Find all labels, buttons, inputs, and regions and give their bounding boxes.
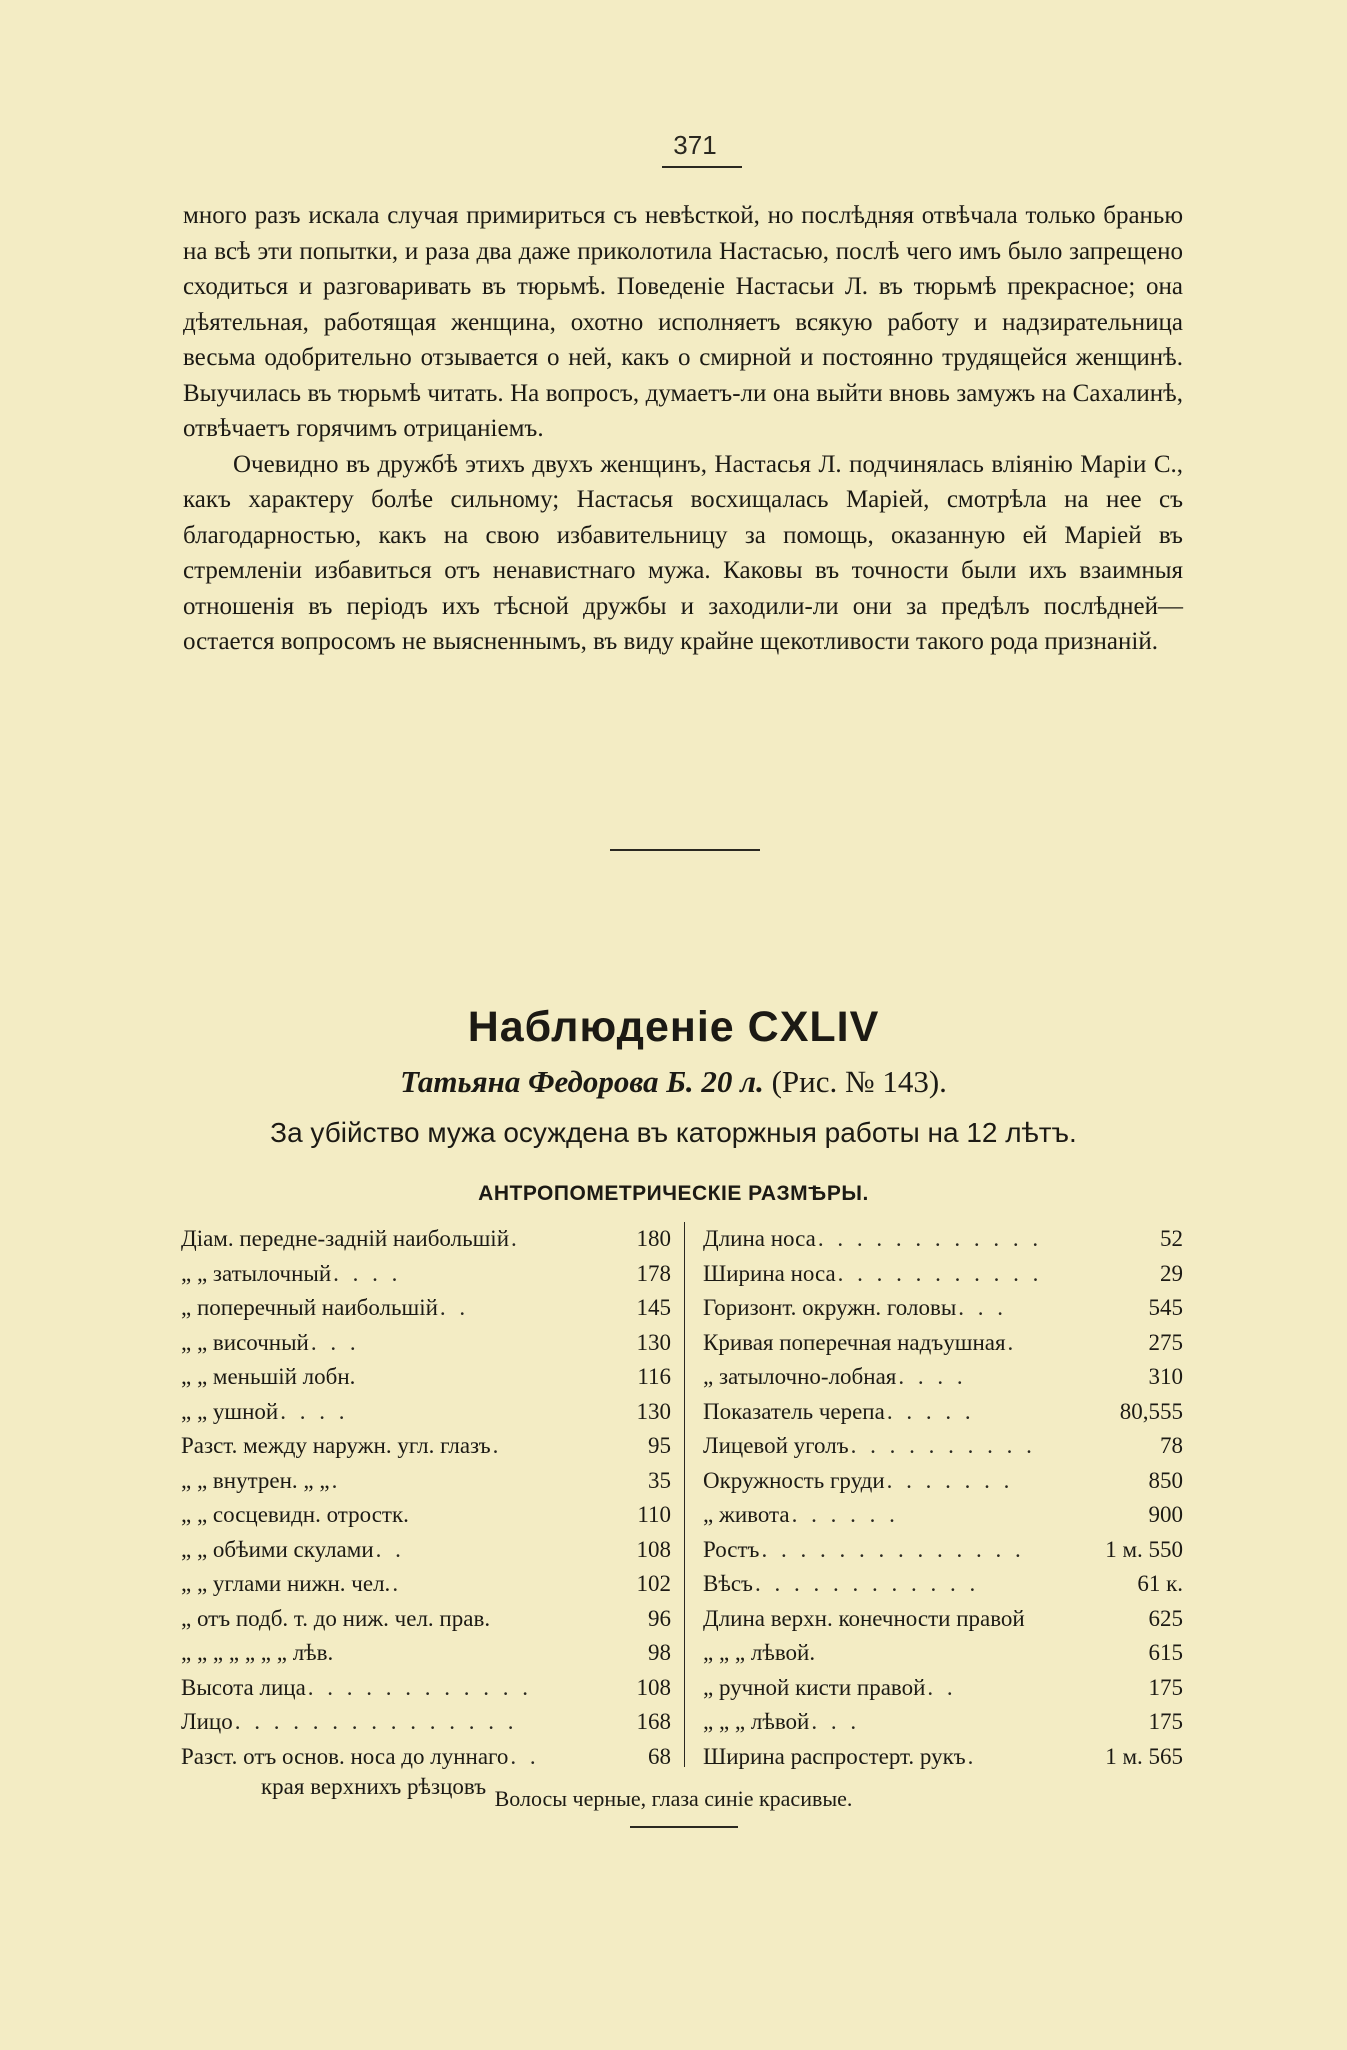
leader-dots: . . . . . . . . . . . . . . bbox=[761, 1536, 1025, 1562]
leader-dots: . . . . . . bbox=[791, 1502, 899, 1527]
measurement-value: 175 bbox=[1148, 1709, 1183, 1734]
sentence-line: За убійство мужа осуждена въ каторжныя работы на 12 лѣтъ. bbox=[270, 1117, 1077, 1148]
measurement-row bbox=[703, 1326, 1183, 1361]
leader-dots: . . . . . . . . . . . . . . . bbox=[234, 1709, 518, 1734]
measurement-label: Разст. между наружн. угл. глазъ bbox=[181, 1433, 491, 1458]
measurement-value: 68 bbox=[648, 1743, 671, 1769]
measurement-label: Длина носа bbox=[703, 1226, 816, 1251]
measurement-row bbox=[181, 1257, 671, 1292]
measurement-label: Показатель черепа bbox=[703, 1398, 885, 1424]
measurement-value: 168 bbox=[636, 1709, 671, 1734]
measurement-row bbox=[703, 1498, 1183, 1533]
measurement-label: „ отъ подб. т. до ниж. чел. прав. bbox=[181, 1605, 491, 1631]
measurement-value: 95 bbox=[648, 1433, 671, 1458]
measurement-row bbox=[181, 1395, 671, 1430]
footer-divider bbox=[630, 1826, 738, 1828]
left-measurements-column bbox=[181, 1222, 671, 1802]
page-number-underline bbox=[662, 166, 742, 168]
measurement-row bbox=[181, 1464, 671, 1499]
measurement-value: 625 bbox=[1148, 1605, 1183, 1631]
measurement-value: 145 bbox=[636, 1295, 671, 1320]
measurement-value: 52 bbox=[1160, 1226, 1183, 1251]
leader-dots: . bbox=[1007, 1329, 1018, 1355]
measurement-label: „ „ углами нижн. чел. bbox=[181, 1571, 391, 1596]
measurement-row bbox=[703, 1291, 1183, 1326]
measurement-label: Лицо bbox=[181, 1709, 233, 1734]
leader-dots: . . bbox=[375, 1536, 405, 1562]
measurement-label: „ „ „ лѣвой. bbox=[703, 1640, 816, 1665]
measurement-row bbox=[703, 1602, 1183, 1637]
measurement-label-line: края верхнихъ рѣзцовъ bbox=[261, 1773, 487, 1799]
measurement-label: „ „ обѣими скулами bbox=[181, 1536, 374, 1562]
measurement-row bbox=[181, 1636, 671, 1671]
leader-dots: . . . . . bbox=[886, 1398, 975, 1424]
prose-text bbox=[183, 198, 1183, 660]
leader-dots: . . . . . . . . . . . . bbox=[817, 1226, 1043, 1251]
subject-name: Татьяна Федорова Б. 20 л. bbox=[400, 1064, 764, 1099]
leader-dots: . . . bbox=[811, 1709, 861, 1734]
measurement-value: 275 bbox=[1148, 1329, 1183, 1355]
leader-dots: . . . . . . . . . . bbox=[850, 1433, 1036, 1458]
measurement-row bbox=[703, 1429, 1183, 1464]
measurement-label: Лицевой уголъ bbox=[703, 1433, 849, 1458]
measurement-row bbox=[181, 1360, 671, 1395]
measurement-row bbox=[703, 1636, 1183, 1671]
measurement-label: „ „ затылочный bbox=[181, 1260, 332, 1286]
measurement-value: 108 bbox=[636, 1536, 671, 1562]
leader-dots: . . . bbox=[958, 1295, 1008, 1320]
measurement-value: 1 м. 550 bbox=[1105, 1536, 1183, 1562]
measurement-value: 310 bbox=[1148, 1364, 1183, 1389]
measurement-label: Высота лица bbox=[181, 1674, 306, 1700]
measurement-label: „ затылочно-лобная bbox=[703, 1364, 897, 1389]
leader-dots: . . . . . . . . . . . bbox=[837, 1260, 1043, 1286]
measurement-row bbox=[181, 1291, 671, 1326]
measurement-label: Длина верхн. конечности правой bbox=[703, 1605, 1025, 1631]
leader-dots: . . . bbox=[310, 1329, 360, 1355]
measurement-row bbox=[703, 1705, 1183, 1740]
measurement-value: 130 bbox=[636, 1398, 671, 1424]
measurement-row bbox=[181, 1602, 671, 1637]
leader-dots: . . . . bbox=[280, 1398, 349, 1424]
leader-dots: . . . . bbox=[898, 1364, 967, 1389]
leader-dots: . bbox=[967, 1743, 978, 1769]
measurement-value: 108 bbox=[636, 1674, 671, 1700]
measurement-value: 29 bbox=[1160, 1260, 1183, 1286]
measurement-row bbox=[181, 1326, 671, 1361]
measurement-label: „ „ внутрен. „ „ bbox=[181, 1467, 330, 1493]
measurement-row bbox=[181, 1533, 671, 1568]
measurement-row bbox=[181, 1222, 671, 1257]
measurement-value: 180 bbox=[636, 1226, 671, 1251]
leader-dots: . . . . . . . . . . . . bbox=[307, 1674, 533, 1700]
measurement-value: 61 к. bbox=[1137, 1571, 1183, 1596]
measurement-row bbox=[181, 1498, 671, 1533]
measurement-row bbox=[181, 1429, 671, 1464]
measurement-label: „ ручной кисти правой bbox=[703, 1674, 926, 1700]
measurement-row bbox=[181, 1671, 671, 1706]
figure-reference: (Рис. № 143). bbox=[771, 1064, 947, 1099]
measurement-label: Ширина распростерт. рукъ bbox=[703, 1743, 966, 1769]
measurement-row bbox=[703, 1671, 1183, 1706]
leader-dots: . . bbox=[439, 1295, 470, 1320]
page-number: 371 bbox=[673, 130, 717, 160]
measurement-value: 116 bbox=[637, 1364, 671, 1389]
measurement-value: 1 м. 565 bbox=[1105, 1743, 1183, 1769]
measurement-label: „ „ меньшій лобн. bbox=[181, 1364, 356, 1389]
paragraph-2: Очевидно въ дружбѣ этихъ двухъ женщинъ, Настасья Л. подчинялась вліянію Маріи С., какъ характеру болѣе сильному; Настасья восхищалась Маріей, смотрѣла на нее съ благодарностью, какъ на свою избавительницу за помощь, оказанную ей Маріей въ стремленіи избавиться отъ ненавистнаго мужа. Каковы въ точности были ихъ взаимныя отношенія въ періодъ ихъ тѣсной дружбы и заходили-ли они за предѣлъ послѣдней—остается вопросомъ не выясненнымъ, въ виду крайне щекотливости такого рода признаній. bbox=[183, 450, 1183, 655]
leader-dots: . bbox=[331, 1467, 342, 1493]
measurement-value: 102 bbox=[636, 1571, 671, 1596]
measurement-label: Горизонт. окружн. головы bbox=[703, 1295, 957, 1320]
measurement-label: „ „ „ „ „ „ „ лѣв. bbox=[181, 1640, 334, 1665]
measurement-label: „ „ височный bbox=[181, 1329, 309, 1355]
measurement-row bbox=[703, 1395, 1183, 1430]
measurement-value: 96 bbox=[648, 1605, 671, 1631]
measurement-label: „ поперечный наибольшій bbox=[181, 1295, 438, 1320]
measurement-label: Ростъ bbox=[703, 1536, 760, 1562]
measurement-label: „ „ сосцевидн. отростк. bbox=[181, 1502, 409, 1527]
measurement-label: „ „ ушной bbox=[181, 1398, 279, 1424]
measurement-row bbox=[181, 1705, 671, 1740]
measurement-label: Вѣсъ bbox=[703, 1571, 753, 1596]
measurement-row bbox=[703, 1222, 1183, 1257]
measurement-row bbox=[703, 1257, 1183, 1292]
measurement-value: 615 bbox=[1148, 1640, 1183, 1665]
observation-title: Наблюденіе CXLIV bbox=[467, 1003, 880, 1051]
measurement-value: 98 bbox=[648, 1640, 671, 1665]
measurement-value: 80,555 bbox=[1119, 1398, 1183, 1424]
measurements-heading: АНТРОПОМЕТРИЧЕСКІЕ РАЗМѢРЫ. bbox=[478, 1182, 869, 1205]
column-divider bbox=[684, 1222, 685, 1767]
measurement-row bbox=[703, 1740, 1183, 1775]
leader-dots: . . . . . . . bbox=[886, 1467, 1014, 1493]
measurement-value: 78 bbox=[1160, 1433, 1183, 1458]
measurement-value: 178 bbox=[636, 1260, 671, 1286]
subject-line bbox=[0, 1064, 1347, 1100]
measurement-value: 175 bbox=[1148, 1674, 1183, 1700]
measurement-value: 110 bbox=[637, 1502, 671, 1527]
measurement-label: Кривая поперечная надъушная bbox=[703, 1329, 1006, 1355]
leader-dots: . bbox=[511, 1226, 521, 1251]
measurement-label: Діам. передне-задній наибольшій bbox=[181, 1226, 509, 1251]
leader-dots: . bbox=[392, 1571, 403, 1596]
measurement-row bbox=[703, 1360, 1183, 1395]
measurement-row bbox=[703, 1533, 1183, 1568]
measurement-value: 900 bbox=[1148, 1502, 1183, 1527]
measurement-value: 850 bbox=[1148, 1467, 1183, 1493]
measurement-value: 130 bbox=[636, 1329, 671, 1355]
measurement-row bbox=[703, 1567, 1183, 1602]
measurement-value: 545 bbox=[1148, 1295, 1183, 1320]
measurement-row bbox=[181, 1567, 671, 1602]
leader-dots: . . . . . . . . . . . . bbox=[754, 1571, 980, 1596]
measurement-value: 35 bbox=[648, 1467, 671, 1493]
measurement-label-line: Разст. отъ основ. носа до луннаго bbox=[181, 1743, 509, 1769]
paragraph-1: много разъ искала случая примириться съ невѣсткой, но послѣдняя отвѣчала только бранью на всѣ эти попытки, и раза два даже приколотила Настасью, послѣ чего имъ было запрещено сходиться и разговаривать въ тюрьмѣ. Поведеніе Настасьи Л. въ тюрьмѣ прекрасное; она дѣятельная, работящая женщина, охотно исполняетъ всякую работу и надзирательница весьма одобрительно отзывается о ней, какъ о смирной и постоянно трудящейся женщинѣ. Выучилась въ тюрьмѣ читать. На вопросъ, думаетъ-ли она выйти вновь замужъ на Сахалинѣ, отвѣчаетъ горячимъ отрицаніемъ. bbox=[183, 202, 1183, 442]
leader-dots: . . . . bbox=[333, 1260, 402, 1286]
footer-note: Волосы черные, глаза синіе красивые. bbox=[494, 1786, 853, 1811]
measurement-label: Окружность груди bbox=[703, 1467, 885, 1493]
right-measurements-column bbox=[703, 1222, 1183, 1774]
measurement-label: Ширина носа bbox=[703, 1260, 836, 1286]
leader-dots: . bbox=[492, 1433, 503, 1458]
measurement-label: „ „ „ лѣвой bbox=[703, 1709, 810, 1734]
section-divider bbox=[610, 849, 760, 851]
leader-dots: . . bbox=[927, 1674, 957, 1700]
measurement-label: „ живота bbox=[703, 1502, 790, 1527]
leader-dots: . . bbox=[510, 1743, 540, 1769]
measurement-row bbox=[703, 1464, 1183, 1499]
